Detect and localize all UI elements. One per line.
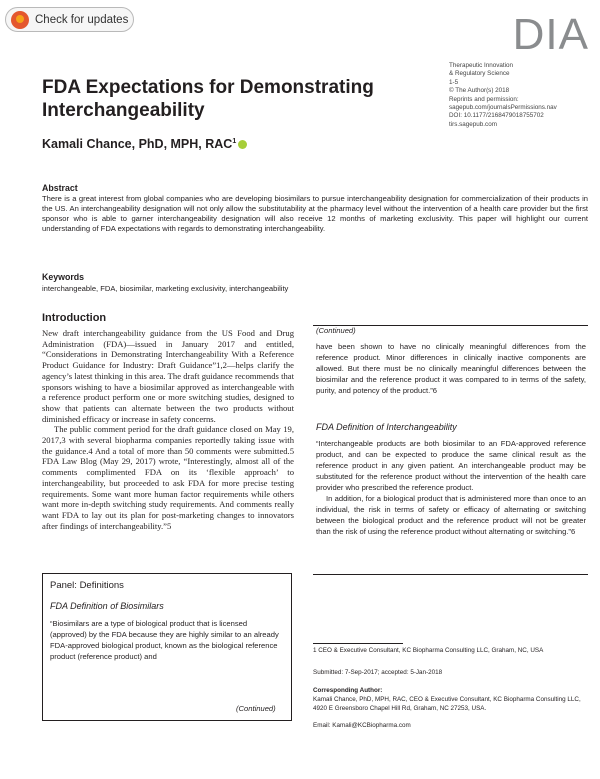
- journal-name-1: Therapeutic Innovation: [449, 62, 514, 69]
- keywords-text: interchangeable, FDA, biosimilar, marketing exclusivity, interchangeability: [42, 284, 289, 293]
- intro-paragraph-2: The public comment period for the draft guidance closed on May 19, 2017,3 with several biopharma companies reportedly taking issue with the guidance.4 And a total of more than 50 comments were submitted.5 FDA Law Blog (May 29, 2017) wrote, “Interestingly, almost all of the comments complimented FDA on its ‘flexible approach’ to interchangeability, but proceeded to ask FDA for more precise testing requirements. Some want more human factor requirements while others want more in-depth switching study requirements. And comments really want FDA to lay out its plan for post-marketing changes to innovators after findings of interchangeability.”5: [42, 424, 294, 531]
- footnote-rule: [313, 643, 403, 644]
- abstract-heading: Abstract: [42, 183, 78, 193]
- check-for-updates-badge[interactable]: [5, 7, 134, 32]
- panel-bottom-rule: [313, 574, 588, 575]
- biosimilars-definition-continued: have been shown to have no clinically meaningful differences from the reference product. Minor differences in clinically inactive components are allowed. But there must be no clinically meaningful differences between the biosimilar and the reference product it was compared to in terms of the safety, purity, and potency of the product.”6: [316, 342, 586, 395]
- introduction-body: [42, 328, 294, 531]
- interchangeability-definition-heading: FDA Definition of Interchangeability: [316, 422, 457, 432]
- author-name: Kamali Chance, PhD, MPH, RAC: [42, 137, 233, 151]
- author-line: [42, 137, 247, 151]
- crossmark-icon: [11, 11, 29, 29]
- journal-pages: 1-5: [449, 78, 459, 86]
- panel-heading: Panel: Definitions: [50, 580, 124, 591]
- article-title: FDA Expectations for Demonstrating Interchangeability: [42, 77, 374, 121]
- interchangeability-definition-text: [316, 438, 586, 537]
- dia-logo: DIA: [512, 10, 589, 59]
- corresponding-author-text: Kamali Chance, PhD, MPH, RAC, CEO & Executive Consultant, KC Biopharma Consulting LLC, 4920 E Greensboro Chapel Hill Rd, Graham, NC 27253, USA.: [313, 696, 581, 712]
- panel-continued-label: (Continued): [236, 704, 276, 713]
- abstract-text: There is a great interest from global companies who are developing biosimilars to pursue interchangeability designation for commercialization of their products in the US. An interchangeability designation will not only allow the substitutability at the pharmacy level without the intervention of a health care provider but the first sponsor who is able to garner interchangeability designation will also receive 12 months of marketing exclusivity. This paper will highlight our current understanding of FDA expectations with regards to demonstrating interchangeability.: [42, 194, 588, 233]
- introduction-heading: Introduction: [42, 312, 107, 324]
- journal-doi[interactable]: DOI: 10.1177/2168479018755702: [449, 112, 544, 120]
- interchangeability-paragraph-1: “Interchangeable products are both biosimilar to an FDA-approved reference product, and can be expected to produce the same clinical result as the reference product in any given patient. An interchangeable product may be substituted for the reference product without the intervention of the health care provider who prescribed the reference product.: [316, 439, 586, 492]
- interchangeability-paragraph-2: In addition, for a biological product that is administered more than once to an individual, the risk in terms of safety or efficacy of alternating or switching between the biological product and the reference product will not be greater than the risk of using the reference product without alternating or switching.”6: [316, 494, 586, 536]
- journal-name-2: & Regulatory Science: [449, 70, 510, 78]
- intro-paragraph-1: New draft interchangeability guidance from the US Food and Drug Administration (FDA)—issued in January 2017 and entitled, “Considerations in Demonstrating Interchangeability With a Reference Product Guidance for Industry: Draft Guidance”1,2—helps clarify the agency’s latest thinking in this area. The draft guidance recommends that sponsors wishing to have a biosimilar approved as interchangeable with a reference product perform one or more switching studies, designed to show that patients can alternate between the two products without diminished efficacy or increase in safety concerns.: [42, 328, 294, 424]
- keywords-heading: Keywords: [42, 272, 85, 282]
- corresponding-author-heading: Corresponding Author:: [313, 687, 383, 694]
- journal-copyright: © The Author(s) 2018: [449, 87, 510, 95]
- journal-site-link[interactable]: tirs.sagepub.com: [449, 120, 497, 128]
- corresponding-email[interactable]: Email: Kamali@KCBiopharma.com: [313, 722, 411, 729]
- right-continued-label: (Continued): [316, 326, 356, 335]
- journal-permissions-link[interactable]: sagepub.com/journalsPermissions.nav: [449, 104, 557, 112]
- check-for-updates-label: Check for updates: [35, 13, 129, 26]
- submission-dates: Submitted: 7-Sep-2017; accepted: 5-Jan-2018: [313, 669, 443, 676]
- journal-reprints: Reprints and permission:: [449, 95, 519, 103]
- affiliation-mark: 1: [232, 137, 237, 145]
- affiliation-footnote: 1 CEO & Executive Consultant, KC Biopharma Consulting LLC, Graham, NC, USA: [313, 647, 544, 654]
- biosimilars-definition-text: “Biosimilars are a type of biological product that is licensed (approved) by the FDA because they are highly similar to an already FDA-approved biological product, known as the biological reference product (reference product) and: [50, 619, 279, 661]
- journal-info: [449, 62, 594, 129]
- orcid-icon[interactable]: [238, 140, 247, 149]
- biosimilars-definition-heading: FDA Definition of Biosimilars: [50, 601, 164, 611]
